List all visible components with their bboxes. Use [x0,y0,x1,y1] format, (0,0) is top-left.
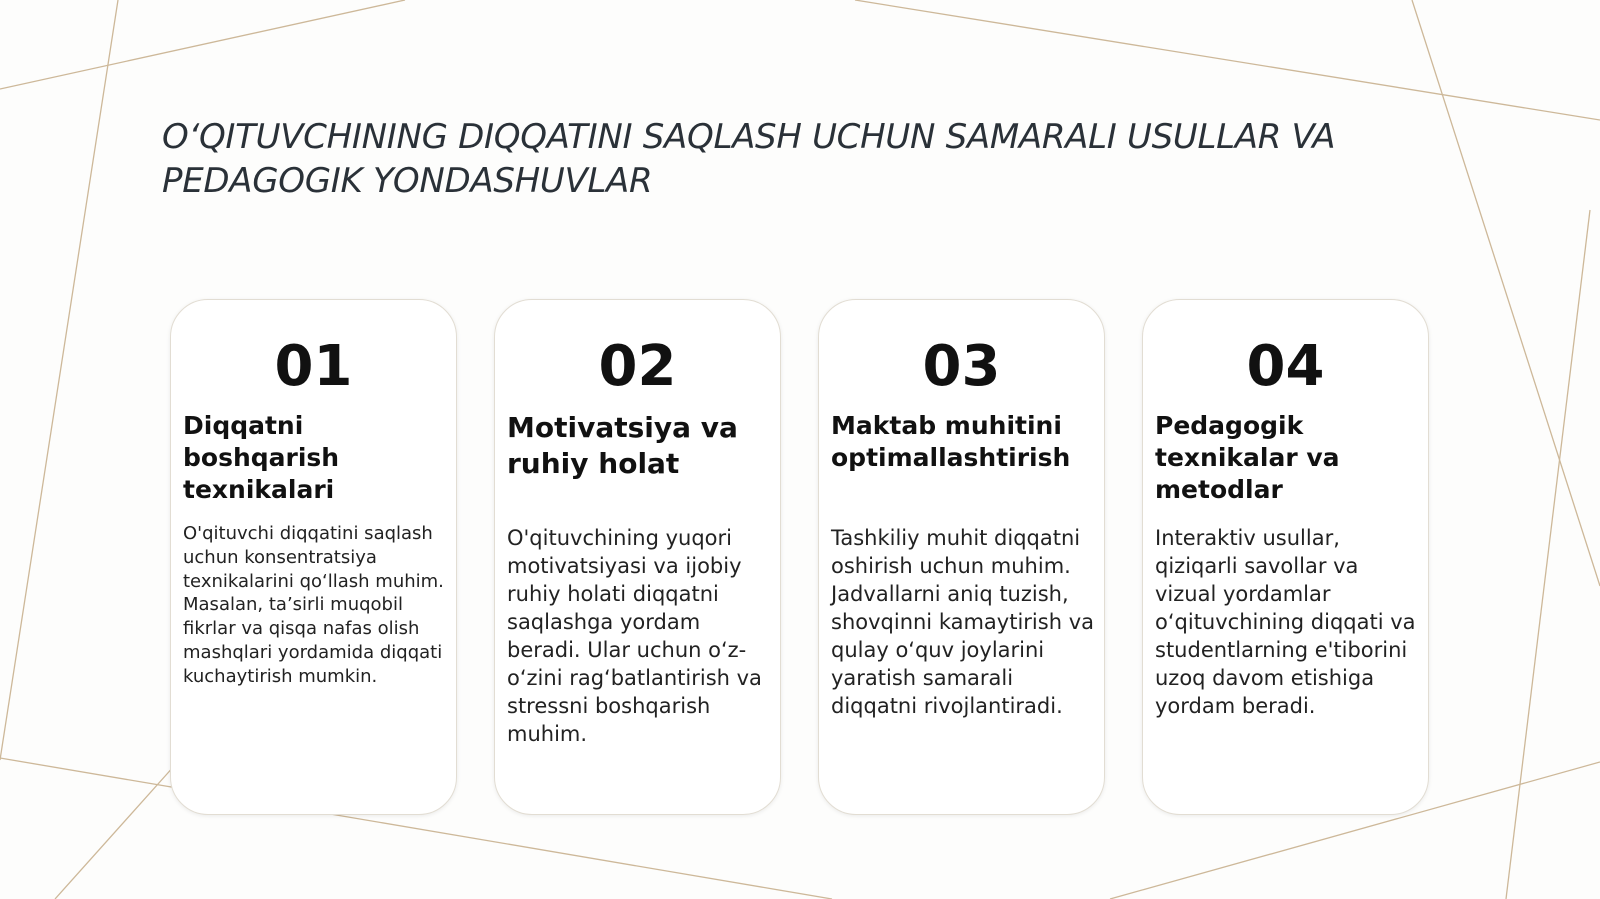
slide-title: O‘QITUVCHINING DIQQATINI SAQLASH UCHUN SAMARALI USULLAR VA PEDAGOGIK YONDASHUVLAR [162,117,1336,201]
decor-line [1506,210,1590,899]
decor-line [1412,0,1600,586]
decor-line [0,0,405,89]
card-number: 04 [1246,334,1325,399]
card-body: O'qituvchi diqqatini saqlash uchun konsentratsiya texnikalarini qo‘llash muhim. Masalan, ta’sirli muqobil fikrlar va qisqa nafas olish mashqlari yordamida diqqati kuchaytirish mumkin. [183,523,444,687]
card-body: Tashkiliy muhit diqqatni oshirish uchun muhim. Jadvallarni aniq tuzish, shovqinni kamaytirish va qulay o‘quv joylarini yaratish samarali diqqatni rivojlantiradi. [831,526,1094,718]
card-body: O'qituvchining yuqori motivatsiyasi va ijobiy ruhiy holati diqqatni saqlashga yordam beradi. Ular uchun o‘z-o‘zini rag‘batlantirish va stressni boshqarish muhim. [507,526,762,746]
card-body: Interaktiv usullar, qiziqarli savollar va vizual yordamlar o‘qituvchining diqqati va studentlarning e'tiborini uzoq davom etishiga yordam beradi. [1155,526,1416,718]
card-3 [818,299,1105,815]
card-heading: Diqqatni boshqarish texnikalari [183,411,340,504]
card-2 [494,299,781,815]
card-heading: Motivatsiya va ruhiy holat [507,411,738,480]
card-number: 02 [598,334,677,399]
card-1 [170,299,457,815]
card-number: 03 [922,334,1001,399]
card-heading: Maktab muhitini optimallashtirish [831,411,1071,472]
card-number: 01 [274,334,353,399]
card-4 [1142,299,1429,815]
decor-line [0,0,118,760]
decor-line [855,0,1600,120]
card-heading: Pedagogik texnikalar va metodlar [1155,411,1340,504]
decor-line [55,765,175,899]
